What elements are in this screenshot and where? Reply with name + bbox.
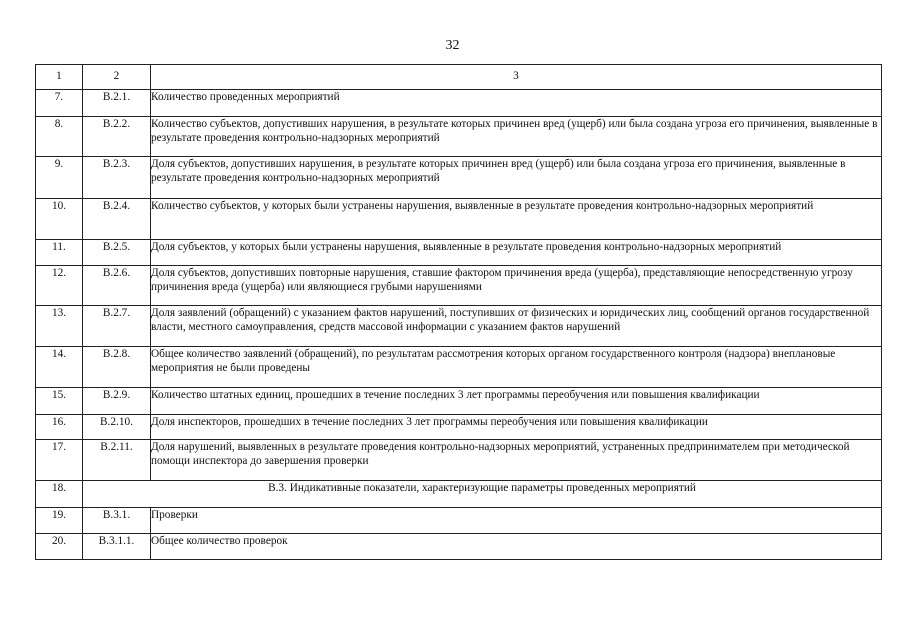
- section-heading: В.3. Индикативные показатели, характеризующие параметры проведенных мероприятий: [83, 481, 882, 508]
- row-number: 9.: [36, 157, 83, 199]
- table-row: [36, 388, 882, 415]
- table-row: [36, 534, 882, 560]
- table-row: [36, 199, 882, 240]
- row-text: Доля субъектов, допустивших повторные нарушения, ставшие фактором причинения вреда (ущерба), представляющие непосредственную угрозу причинения вреда (ущерба) или являющиеся грубыми нарушениями: [151, 266, 882, 306]
- row-number: 20.: [36, 534, 83, 560]
- page-number: 32: [445, 38, 460, 53]
- table-row: [36, 117, 882, 157]
- row-text: Количество проведенных мероприятий: [151, 90, 882, 117]
- row-text: Доля заявлений (обращений) с указанием фактов нарушений, поступивших от физических и юридических лиц, сообщений органов государственной власти, местного самоуправления, средств массовой информации с указанием фактов нарушений: [151, 306, 882, 347]
- row-text: Общее количество проверок: [151, 534, 882, 560]
- row-code: В.2.1.: [83, 90, 151, 117]
- row-code: В.3.1.1.: [83, 534, 151, 560]
- row-code: В.3.1.: [83, 508, 151, 534]
- row-text: Количество штатных единиц, прошедших в течение последних 3 лет программы переобучения или повышения квалификации: [151, 388, 882, 415]
- table-header-row: [36, 65, 882, 90]
- row-text: Количество субъектов, допустивших нарушения, в результате которых причинен вред (ущерб) или была создана угроза его причинения, выявленные в результате проведения контрольно-надзорных мероприятий: [151, 117, 882, 157]
- row-number: 16.: [36, 415, 83, 440]
- row-number: 15.: [36, 388, 83, 415]
- row-text: Количество субъектов, у которых были устранены нарушения, выявленные в результате проведения контрольно-надзорных мероприятий: [151, 199, 882, 240]
- table-row: [36, 347, 882, 388]
- row-code: В.2.9.: [83, 388, 151, 415]
- header-cell-3: 3: [151, 65, 882, 90]
- row-code: В.2.10.: [83, 415, 151, 440]
- row-number: 17.: [36, 440, 83, 481]
- row-text: Общее количество заявлений (обращений), по результатам рассмотрения которых органом государственного контроля (надзора) внеплановые мероприятия не были проведены: [151, 347, 882, 388]
- row-code: В.2.8.: [83, 347, 151, 388]
- row-text: Проверки: [151, 508, 882, 534]
- table-row: [36, 240, 882, 266]
- row-code: В.2.5.: [83, 240, 151, 266]
- section-row: [36, 481, 882, 508]
- row-number: 14.: [36, 347, 83, 388]
- table-row: [36, 90, 882, 117]
- header-cell-1: 1: [36, 65, 83, 90]
- header-cell-2: 2: [83, 65, 151, 90]
- row-number: 8.: [36, 117, 83, 157]
- table-row: [36, 266, 882, 306]
- row-number: 7.: [36, 90, 83, 117]
- table-row: [36, 415, 882, 440]
- table-row: [36, 157, 882, 199]
- row-number: 12.: [36, 266, 83, 306]
- row-code: В.2.4.: [83, 199, 151, 240]
- row-number: 10.: [36, 199, 83, 240]
- row-number: 19.: [36, 508, 83, 534]
- row-text: Доля субъектов, допустивших нарушения, в результате которых причинен вред (ущерб) или была создана угроза его причинения, выявленные в результате проведения контрольно-надзорных мероприятий: [151, 157, 882, 199]
- row-code: В.2.3.: [83, 157, 151, 199]
- row-text: Доля инспекторов, прошедших в течение последних 3 лет программы переобучения или повышения квалификации: [151, 415, 882, 440]
- row-number: 18.: [36, 481, 83, 508]
- row-code: В.2.2.: [83, 117, 151, 157]
- row-code: В.2.7.: [83, 306, 151, 347]
- table-row: [36, 508, 882, 534]
- row-text: Доля субъектов, у которых были устранены нарушения, выявленные в результате проведения контрольно-надзорных мероприятий: [151, 240, 882, 266]
- row-code: В.2.6.: [83, 266, 151, 306]
- row-number: 11.: [36, 240, 83, 266]
- row-number: 13.: [36, 306, 83, 347]
- table-row: [36, 440, 882, 481]
- table-row: [36, 306, 882, 347]
- indicators-table: [35, 64, 882, 560]
- row-code: В.2.11.: [83, 440, 151, 481]
- row-text: Доля нарушений, выявленных в результате проведения контрольно-надзорных мероприятий, устраненных предпринимателем при методической помощи инспектора до завершения проверки: [151, 440, 882, 481]
